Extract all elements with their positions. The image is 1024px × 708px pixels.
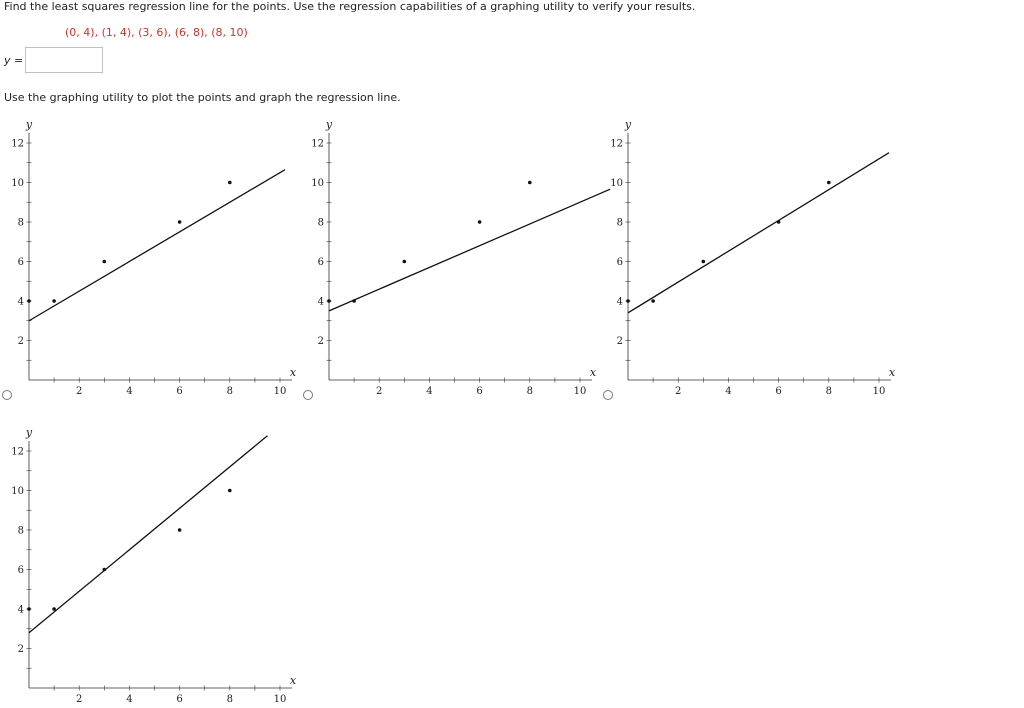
x-tick-label: 6 (176, 386, 183, 397)
graph-option-4 (0, 418, 300, 705)
x-tick-label: 8 (226, 694, 233, 705)
data-point (528, 181, 532, 185)
y-tick-label: 2 (317, 336, 324, 347)
data-point (27, 607, 31, 611)
y-tick-label: 10 (11, 486, 24, 497)
x-tick-label: 8 (526, 386, 533, 397)
y-tick-label: 10 (311, 178, 324, 189)
x-tick-label: 8 (825, 386, 832, 397)
y-tick-label: 12 (610, 138, 623, 150)
x-tick-label: 4 (126, 386, 133, 397)
data-point (403, 260, 407, 264)
data-point (52, 607, 56, 611)
x-axis-label: x (589, 366, 597, 379)
regression-line (29, 170, 285, 321)
y-tick-label: 12 (11, 138, 24, 150)
x-tick-label: 6 (775, 386, 782, 397)
radio-option-2[interactable] (303, 390, 313, 400)
x-tick-label: 2 (675, 386, 682, 397)
y-axis-label: y (624, 118, 632, 131)
data-point (178, 220, 182, 224)
x-tick-label: 2 (76, 694, 83, 705)
x-tick-label: 10 (273, 386, 287, 397)
y-tick-label: 4 (17, 296, 24, 308)
y-tick-label: 8 (17, 217, 24, 229)
graph-option-3 (599, 110, 899, 400)
y-tick-label: 6 (17, 257, 24, 268)
x-axis-label: x (888, 366, 896, 379)
x-tick-label: 4 (426, 386, 433, 397)
x-tick-label: 10 (573, 386, 587, 397)
y-tick-label: 10 (11, 178, 24, 189)
data-point (352, 299, 356, 303)
x-tick-label: 4 (126, 694, 133, 705)
regression-line (628, 153, 889, 313)
y-tick-label: 4 (17, 604, 24, 616)
y-tick-label: 2 (17, 644, 24, 655)
y-tick-label: 8 (616, 217, 623, 229)
data-point (626, 299, 630, 303)
x-tick-label: 4 (725, 386, 732, 397)
regression-line (29, 436, 267, 633)
points-list: (0, 4), (1, 4), (3, 6), (6, 8), (8, 10) (65, 26, 248, 39)
data-point (27, 299, 31, 303)
data-point (777, 220, 781, 224)
x-tick-label: 10 (273, 694, 287, 705)
x-axis-label: x (289, 674, 297, 687)
y-tick-label: 6 (17, 565, 24, 576)
y-tick-label: 12 (311, 138, 324, 150)
data-point (327, 299, 331, 303)
x-tick-label: 8 (226, 386, 233, 397)
data-point (178, 528, 182, 532)
answer-label: y = (4, 54, 24, 67)
data-point (702, 260, 706, 264)
radio-option-1[interactable] (2, 390, 12, 400)
x-tick-label: 10 (872, 386, 886, 397)
x-tick-label: 6 (176, 694, 183, 705)
x-tick-label: 6 (476, 386, 483, 397)
y-axis-label: y (25, 118, 33, 131)
data-point (228, 181, 232, 185)
radio-option-3[interactable] (603, 390, 613, 400)
graph-option-1 (0, 110, 300, 400)
y-tick-label: 12 (11, 446, 24, 458)
data-point (103, 260, 107, 264)
answer-input[interactable] (25, 47, 103, 73)
y-tick-label: 4 (616, 296, 623, 308)
y-axis-label: y (325, 118, 333, 131)
data-point (478, 220, 482, 224)
y-tick-label: 2 (17, 336, 24, 347)
data-point (651, 299, 655, 303)
y-tick-label: 6 (317, 257, 324, 268)
y-tick-label: 6 (616, 257, 623, 268)
y-axis-label: y (25, 426, 33, 439)
y-tick-label: 8 (317, 217, 324, 229)
y-tick-label: 8 (17, 525, 24, 537)
x-axis-label: x (289, 366, 297, 379)
data-point (228, 489, 232, 493)
y-tick-label: 4 (317, 296, 324, 308)
graph-option-2 (300, 110, 600, 400)
data-point (103, 568, 107, 572)
x-tick-label: 2 (376, 386, 383, 397)
graph-instruction: Use the graphing utility to plot the points and graph the regression line. (4, 91, 401, 104)
regression-line (329, 189, 610, 311)
y-tick-label: 10 (610, 178, 623, 189)
x-tick-label: 2 (76, 386, 83, 397)
y-tick-label: 2 (616, 336, 623, 347)
data-point (827, 181, 831, 185)
data-point (52, 299, 56, 303)
question-prompt: Find the least squares regression line for the points. Use the regression capabilities of a graphing utility to verify your results. (4, 0, 696, 13)
